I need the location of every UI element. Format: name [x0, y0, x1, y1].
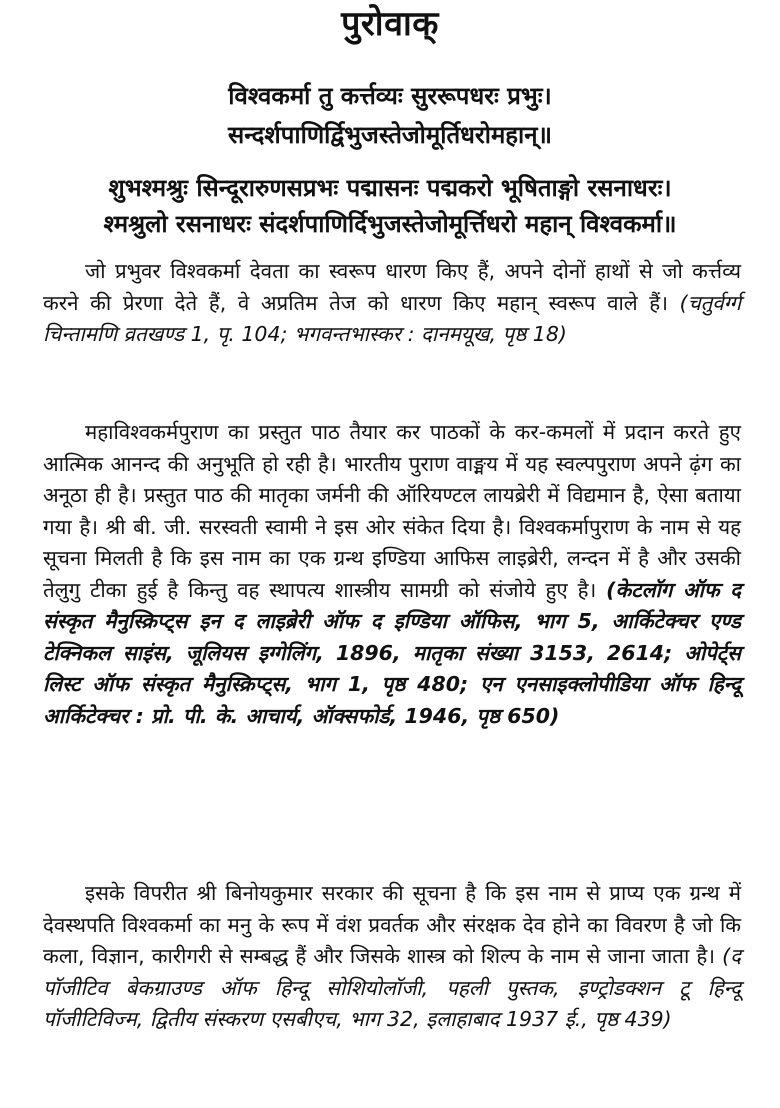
citation: (द पॉजीटिव बेकग्राउण्ड ऑफ हिन्दू सोशियोलॉजी, पहली पुस्तक, इण्ट्रोडक्शन टू हिन्दू पॉजीटिविज्म, द्वितीय संस्करण एसबीएच, भाग 32, इलाहाबाद 1937 ई., पृष्ठ 439) — [43, 944, 741, 1031]
paragraph-translation — [43, 256, 741, 351]
page-title: पुरोवाक् — [341, 4, 439, 44]
sanskrit-verse-line-4: श्मश्रुलो रसनाधरः संदर्शपाणिर्दिभुजस्तेजोमूर्त्तिधरो महान् विश्वकर्मा॥ — [103, 210, 677, 238]
paragraph-text: इसके विपरीत श्री बिनोयकुमार सरकार की सूचना है कि इस नाम से प्राप्य एक ग्रन्थ में देवस्थपति विश्वकर्मा का मनु के रूप में वंश प्रवर्तक और संरक्षक देव होने का विवरण है जो कि कला, विज्ञान, कारीगरी से सम्बद्ध हैं और जिसके शास्त्र को शिल्प के नाम से जाना जाता है। — [43, 881, 741, 968]
paragraph-text: महाविश्वकर्मपुराण का प्रस्तुत पाठ तैयार कर पाठकों के कर-कमलों में प्रदान करते हुए आत्मिक आनन्द की अनुभूति हो रही है। भारतीय पुराण वाङ्मय में यह स्वल्पपुराण अपने ढ़ंग का अनूठा ही है। प्रस्तुत पाठ की मातृका जर्मनी की ऑरियण्टल लायब्रेरी में विद्यमान है, ऐसा बताया गया है। श्री बी. जी. सरस्वती स्वामी ने इस ओर संकेत दिया है। विश्वकर्मापुराण के नाम से यह सूचना मिलती है कि इस नाम का एक ग्रन्थ इण्डिया आफिस लाइब्रेरी, लन्दन में है और उसकी तेलुगु टीका हुई है किन्तु वह स्थापत्य शास्त्रीय सामग्री को संजोये हुए है। — [43, 420, 741, 602]
sanskrit-verse-line-3: शुभश्मश्रुः सिन्दूरारुणसप्रभः पद्मासनः पद्मकरो भूषिताङ्गो रसनाधरः। — [108, 174, 672, 202]
sanskrit-verse-line-1: विश्वकर्मा तु कर्त्तव्यः सुररूपधरः प्रभुः। — [228, 82, 552, 110]
paragraph-text: जो प्रभुवर विश्वकर्मा देवता का स्वरूप धारण किए हैं, अपने दोनों हाथों से जो कर्त्तव्य करने की प्रेरणा देते हैं, वे अप्रतिम तेज को धारण किए महान् स्वरूप वाले हैं। — [43, 259, 741, 315]
citation: (चतुर्वर्ग्ग चिन्तामणि व्रतखण्ड 1, पृ. 104; भगवन्तभास्कर : दानमयूख, पृष्ठ 18) — [43, 290, 741, 346]
citation: (केटलॉग ऑफ द संस्कृत मैनुस्क्रिप्ट्स इन द लाइब्रेरी ऑफ द इण्डिया ऑफिस, भाग 5, आर्किटेक्चर एण्ड टेक्निकल साइंस, जूलियस इग्गेलिंग, 1896, मातृका संख्या 3153, 2614; ओपेर्ट्स लिस्ट ऑफ संस्कृत मैनुस्क्रिप्ट्स, भाग 1, पृष्ठ 480; एन एनसाइक्लोपीडिया ऑफ हिन्दू आर्किटेक्चर : प्रो. पी. के. आचार्य, ऑक्सफोर्ड, 1946, पृष्ठ 650) — [43, 577, 741, 728]
sanskrit-verse-line-2: सन्दर्शपाणिर्द्विभुजस्तेजोमूर्तिधरोमहान्॥ — [228, 121, 552, 149]
paragraph-sarkar-note — [43, 878, 741, 1036]
paragraph-manuscript-info — [43, 417, 741, 732]
